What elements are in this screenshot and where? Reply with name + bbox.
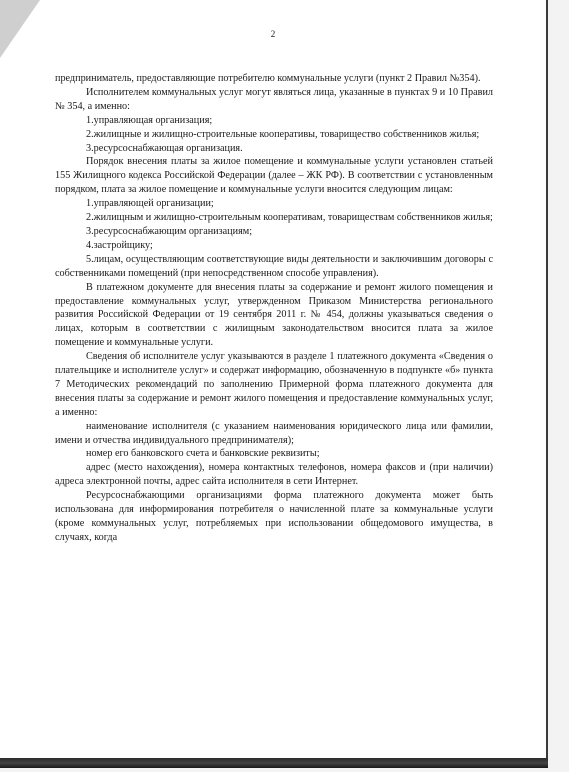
paragraph: 3.ресурсоснабжающая организация. — [86, 142, 243, 154]
paragraph: 3.ресурсоснабжающим организациям; — [86, 225, 253, 237]
paragraph: 1.управляющей организации; — [86, 198, 214, 210]
paragraph: 2.жилищным и жилищно-строительным кооперативам, товариществам собственников жилья; — [86, 212, 493, 224]
paragraph: В платежном документе для внесения платы за содержание и ремонт жилого помещения и предоставление коммунальных услуг, утвержденном Приказом Министерства регионального развития Российской Федерации от 19 сентября 2011 г. № 454, должны указываться сведения о лицах, которым в соответствии с жилищным законодательством вносится плата за жилое помещение и коммунальные услуги. — [55, 281, 493, 349]
paragraph: 1.управляющая организация; — [86, 114, 213, 126]
paragraph: адрес (место нахождения), номера контактных телефонов, номера факсов и (при наличии) адреса электронной почты, адрес сайта исполнителя в сети Интернет. — [55, 462, 493, 488]
paragraph: Исполнителем коммунальных услуг могут являться лица, указанные в пунктах 9 и 10 Правил № 354, а именно: — [55, 86, 493, 112]
paragraph: Ресурсоснабжающими организациями форма платежного документа может быть использована для информирования потребителя о начисленной плате за коммунальные услуги (кроме коммунальных услуг, потребляемых при использовании общедомового имущества, в случаях, когда — [55, 490, 493, 543]
paragraph: номер его банковского счета и банковские реквизиты; — [86, 448, 320, 460]
paragraph: предприниматель, предоставляющие потребителю коммунальные услуги (пункт 2 Правил №354). — [55, 73, 481, 84]
body-text — [55, 72, 493, 545]
page-number: 2 — [270, 29, 276, 39]
page-edge-right — [546, 0, 548, 760]
paragraph: наименование исполнителя (с указанием наименования юридического лица или фамилии, имени и отчества индивидуального предпринимателя); — [55, 420, 493, 446]
paragraph: 5.лицам, осуществляющим соответствующие виды деятельности и заключившим договоры с собственниками помещений (при непосредственном способе управления). — [55, 253, 493, 279]
page-edge-bottom — [0, 758, 548, 768]
paragraph: 2.жилищные и жилищно-строительные кооперативы, товарищество собственников жилья; — [86, 128, 480, 140]
paragraph: Сведения об исполнителе услуг указываются в разделе 1 платежного документа «Сведения о плательщике и исполнителе услуг» и содержат информацию, обозначенную в подпункте «б» пункта 7 Методических рекомендаций по заполнению Примерной форма платежного документа для внесения платы за содержание и ремонт жилого помещения и предоставление коммунальных услуг, а именно: — [55, 351, 493, 418]
paragraph: Порядок внесения платы за жилое помещение и коммунальные услуги установлен статьей 155 Жилищного кодекса Российской Федерации (далее – ЖК РФ). В соответствии с установленным порядком, плата за жилое помещение и коммунальные услуги вносится следующим лицам: — [55, 156, 493, 196]
paragraph: 4.застройщику; — [86, 239, 153, 251]
